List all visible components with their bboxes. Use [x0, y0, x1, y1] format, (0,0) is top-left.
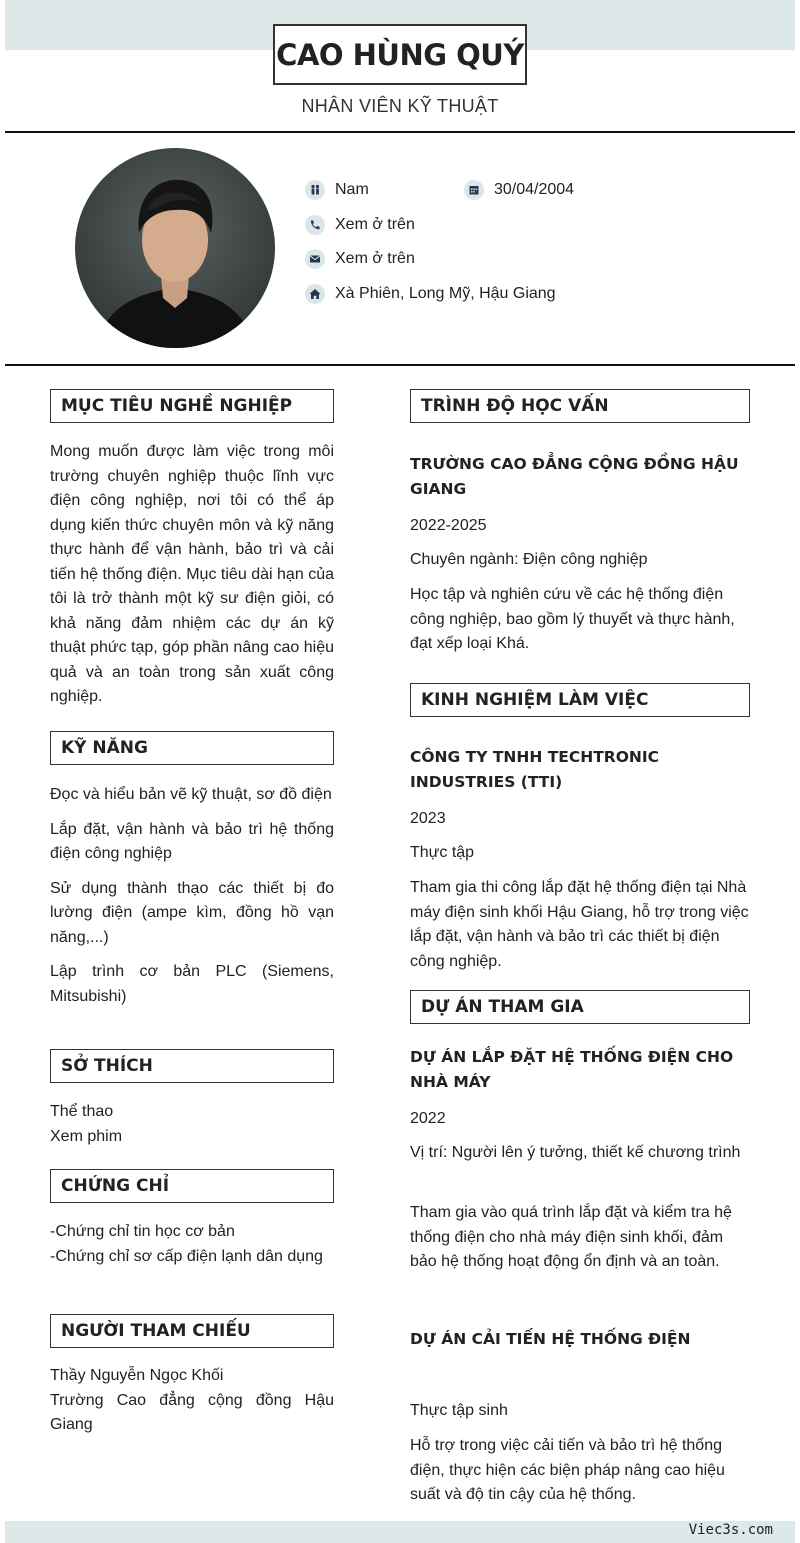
- project-name: DỰ ÁN CẢI TIẾN HỆ THỐNG ĐIỆN: [410, 1330, 691, 1348]
- project-role: Thực tập sinh: [410, 1402, 508, 1419]
- birthdate-row: [464, 180, 574, 200]
- education-heading: TRÌNH ĐỘ HỌC VẤN: [410, 389, 750, 423]
- calendar-icon: [464, 180, 484, 200]
- project-period: 2022: [410, 1110, 446, 1127]
- school-name: TRƯỜNG CAO ĐẲNG CỘNG ĐỒNG HẬU GIANG: [410, 455, 739, 498]
- email-row: [305, 249, 415, 269]
- gender-value: Nam: [335, 181, 369, 198]
- list-item: -Chứng chỉ sơ cấp điện lạnh dân dụng: [50, 1247, 323, 1265]
- gender-row: [305, 180, 369, 200]
- experience-role: Thực tập: [410, 844, 475, 861]
- skills-list: [50, 783, 334, 1019]
- education-description: Học tập và nghiên cứu về các hệ thống điện công nghiệp, bao gồm lý thuyết và thực hành, đạt xếp loại Khá.: [410, 586, 735, 652]
- experience-description: Tham gia thi công lắp đặt hệ thống điện tại Nhà máy điện sinh khối Hậu Giang, hỗ trợ trong việc lắp đặt, vận hành và bảo trì các thiết bị điện công nghiệp.: [410, 879, 749, 970]
- email-value: Xem ở trên: [335, 250, 415, 267]
- list-item: Trường Cao đẳng cộng đồng Hậu Giang: [50, 1391, 334, 1433]
- certificates-heading: CHỨNG CHỈ: [50, 1169, 334, 1203]
- name-box: [273, 24, 527, 85]
- avatar: [75, 148, 275, 348]
- phone-icon: [305, 215, 325, 235]
- list-item: -Chứng chỉ tin học cơ bản: [50, 1223, 235, 1240]
- candidate-name: CAO HÙNG QUÝ: [276, 37, 524, 72]
- job-title: NHÂN VIÊN KỸ THUẬT: [301, 96, 499, 116]
- company-name: CÔNG TY TNHH TECHTRONIC INDUSTRIES (TTI): [410, 748, 660, 791]
- home-icon: [305, 284, 325, 304]
- footer-band: [5, 1521, 795, 1543]
- address-row: [305, 284, 556, 304]
- project-role: Vị trí: Người lên ý tưởng, thiết kế chương trình: [410, 1144, 741, 1161]
- list-item: Sử dụng thành thạo các thiết bị đo lường điện (ampe kìm, đồng hồ vạn năng,...): [50, 879, 334, 946]
- skills-heading: KỸ NĂNG: [50, 731, 334, 765]
- certificates-list: [50, 1220, 334, 1269]
- hobbies-heading: SỞ THÍCH: [50, 1049, 334, 1083]
- education-period: 2022-2025: [410, 517, 487, 534]
- list-item: Thể thao: [50, 1103, 114, 1120]
- phone-value: Xem ở trên: [335, 216, 415, 233]
- divider-top: [5, 131, 795, 133]
- gender-icon: [305, 180, 325, 200]
- references-list: [50, 1364, 334, 1438]
- project-name: DỰ ÁN LẮP ĐẶT HỆ THỐNG ĐIỆN CHO NHÀ MÁY: [410, 1048, 734, 1091]
- phone-row: [305, 215, 415, 235]
- list-item: Xem phim: [50, 1127, 123, 1145]
- project-description: Tham gia vào quá trình lắp đặt và kiểm tra hệ thống điện cho nhà máy điện sinh khối, đảm bảo hệ thống hoạt động ổn định và an toàn.: [410, 1204, 732, 1270]
- education-major: Chuyên ngành: Điện công nghiệp: [410, 551, 648, 568]
- experience-period: 2023: [410, 810, 446, 827]
- envelope-icon: [305, 249, 325, 269]
- objective-text: Mong muốn được làm việc trong môi trường chuyên nghiệp thuộc lĩnh vực điện công nghiệp, nơi tôi có thể áp dụng kiến thức chuyên môn và kỹ năng thực hành để vận hành, bảo trì và cải tiến hệ thống điện. Mục tiêu dài hạn của tôi là trở thành một kỹ sư điện giỏi, có khả năng đảm nhiệm các dự án kỹ thuật phức tạp, góp phần nâng cao hiệu quả và an toàn trong sản xuất công nghiệp.: [50, 443, 334, 705]
- objective-heading: MỤC TIÊU NGHỀ NGHIỆP: [50, 389, 334, 423]
- list-item: Lập trình cơ bản PLC (Siemens, Mitsubishi): [50, 963, 334, 1005]
- list-item: Thầy Nguyễn Ngọc Khối: [50, 1367, 224, 1384]
- project-description: Hỗ trợ trong việc cải tiến và bảo trì hệ thống điện, thực hiện các biện pháp nâng cao hiệu suất và độ tin cậy của hệ thống.: [410, 1437, 725, 1503]
- footer-brand: Viec3s.com: [688, 1522, 773, 1538]
- address-value: Xà Phiên, Long Mỹ, Hậu Giang: [335, 285, 556, 302]
- birthdate-value: 30/04/2004: [494, 181, 575, 198]
- references-heading: NGƯỜI THAM CHIẾU: [50, 1314, 334, 1348]
- divider-bottom: [5, 364, 795, 366]
- list-item: Đọc và hiểu bản vẽ kỹ thuật, sơ đồ điện: [50, 786, 332, 803]
- experience-heading: KINH NGHIỆM LÀM VIỆC: [410, 683, 750, 717]
- projects-heading: DỰ ÁN THAM GIA: [410, 990, 750, 1024]
- list-item: Lắp đặt, vận hành và bảo trì hệ thống điện công nghiệp: [50, 820, 334, 862]
- hobbies-list: [50, 1100, 334, 1149]
